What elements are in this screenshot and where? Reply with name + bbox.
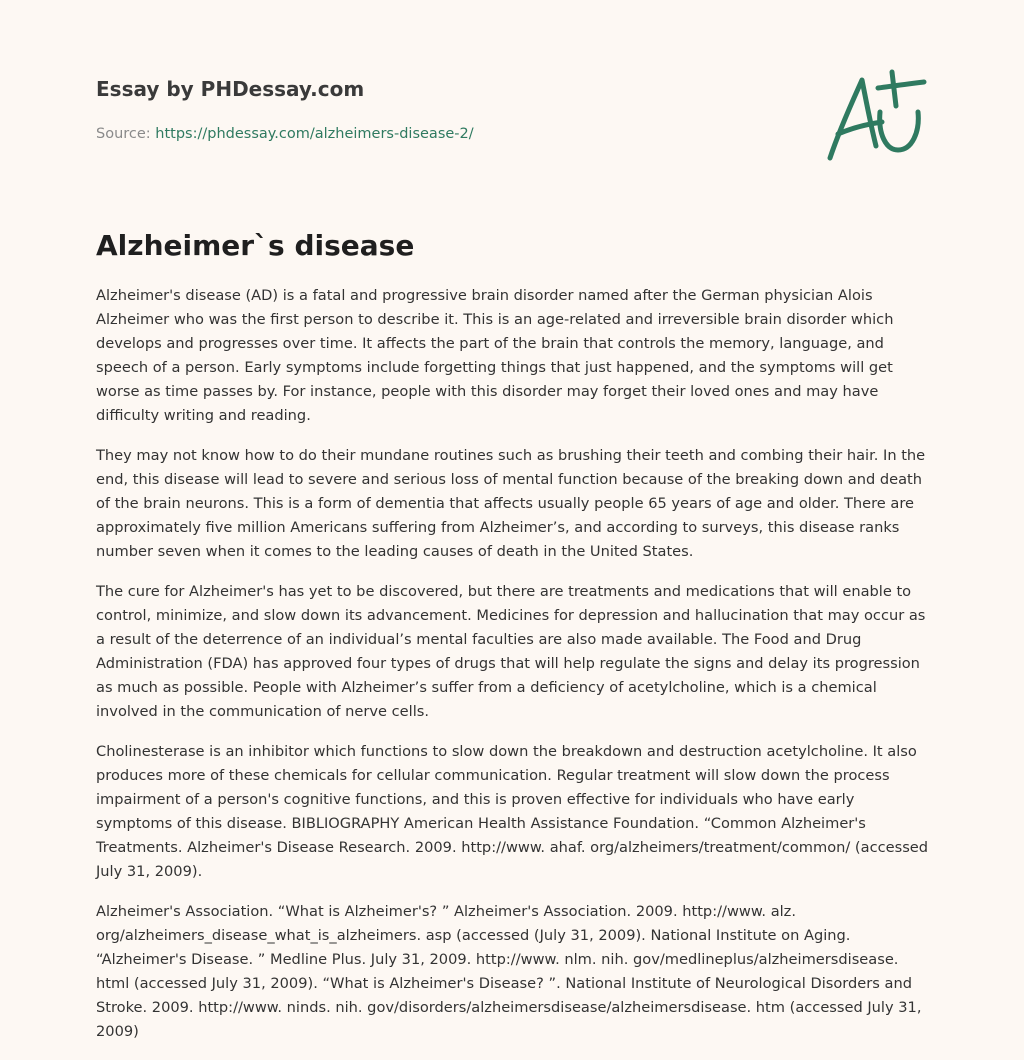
essay-paragraph: The cure for Alzheimer's has yet to be discovered, but there are treatments and medications that will enable to control, minimize, and slow down its advancement. Medicines for depression and hallucination that may occur as a result of the deterrence of an individual’s mental faculties are also made available. The Food and Drug Administration (FDA) has approved four types of drugs that will help regulate the signs and delay its progression as much as possible. People with Alzheimer’s suffer from a deficiency of acetylcholine, which is a chemical involved in the communication of nerve cells. xyxy=(96,583,926,720)
source-line xyxy=(96,124,796,144)
essay-paragraph: Cholinesterase is an inhibitor which functions to slow down the breakdown and destruction acetylcholine. It also produces more of these chemicals for cellular communication. Regular treatment will slow down the process impairment of a person's cognitive functions, and this is proven effective for individuals who have early symptoms of this disease. BIBLIOGRAPHY American Health Assistance Foundation. “Common Alzheimer's Treatments. Alzheimer's Disease Research. 2009. http://www. ahaf. org/alzheimers/treatment/common/ (accessed July 31, 2009). xyxy=(96,743,929,880)
essay-title: Alzheimer`s disease xyxy=(96,229,415,262)
source-link[interactable]: https://phdessay.com/alzheimers-disease-2/ xyxy=(155,126,474,142)
essay-paragraph: Alzheimer's disease (AD) is a fatal and progressive brain disorder named after the German physician Alois Alzheimer who was the first person to describe it. This is an age-related and irreversible brain disorder which develops and progresses over time. It affects the part of the brain that controls the memory, language, and speech of a person. Early symptoms include forgetting things that just happened, and the symptoms will get worse as time passes by. For instance, people with this disorder may forget their loved ones and may have difficulty writing and reading. xyxy=(96,287,894,424)
essay-body xyxy=(96,284,930,1060)
page-header xyxy=(96,74,796,144)
site-brand: Essay by PHDessay.com xyxy=(96,77,365,101)
source-label: Source: xyxy=(96,126,156,142)
a-plus-logo-icon xyxy=(820,66,930,166)
essay-paragraph: Alzheimer's Association. “What is Alzheimer's? ” Alzheimer's Association. 2009. http://www. alz. org/alzheimers_disease_what_is_alzheimers. asp (accessed (July 31, 2009). National Institute on Aging. “Alzheimer's Disease. ” Medline Plus. July 31, 2009. http://www. nlm. nih. gov/medlineplus/alzheimersdisease. html (accessed July 31, 2009). “What is Alzheimer's Disease? ”. National Institute of Neurological Disorders and Stroke. 2009. http://www. ninds. nih. gov/disorders/alzheimersdisease/alzheimersdisease. htm (accessed July 31, 2009) xyxy=(96,903,922,1040)
essay-paragraph: They may not know how to do their mundane routines such as brushing their teeth and combing their hair. In the end, this disease will lead to severe and serious loss of mental function because of the breaking down and death of the brain neurons. This is a form of dementia that affects usually people 65 years of age and older. There are approximately five million Americans suffering from Alzheimer’s, and according to surveys, this disease ranks number seven when it comes to the leading causes of death in the United States. xyxy=(96,447,926,560)
